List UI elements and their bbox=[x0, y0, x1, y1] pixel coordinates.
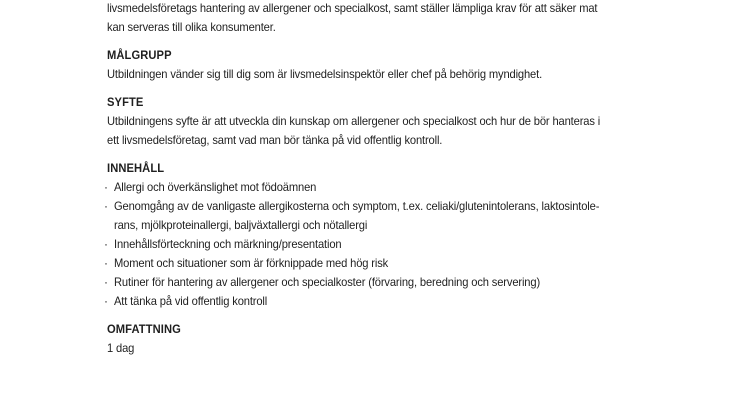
list-item bbox=[104, 178, 637, 197]
omfattning-text: 1 dag bbox=[107, 341, 135, 355]
malgrupp-text: Utbildningen vänder sig till dig som är livsmedelsinspektör eller chef på behörig myndighet. bbox=[107, 67, 543, 81]
section-heading-omfattning: OMFATTNING bbox=[107, 322, 181, 336]
bullet-icon: · bbox=[104, 294, 108, 308]
bullet-icon: · bbox=[104, 275, 108, 289]
section-innehall bbox=[104, 159, 637, 311]
innehall-list bbox=[104, 178, 637, 311]
section-heading-malgrupp: MÅLGRUPP bbox=[107, 48, 172, 62]
syfte-text: Utbildningens syfte är att utveckla din kunskap om allergener och specialkost och hur de bör hanteras i bbox=[107, 114, 601, 128]
list-item-text: Innehållsförteckning och märkning/presentation bbox=[114, 237, 342, 251]
list-item bbox=[104, 273, 637, 292]
list-item bbox=[104, 235, 637, 254]
bullet-icon: · bbox=[104, 180, 108, 194]
section-heading-syfte: SYFTE bbox=[107, 95, 144, 109]
list-item bbox=[104, 197, 637, 235]
list-item-text: Att tänka på vid offentlig kontroll bbox=[114, 294, 268, 308]
bullet-icon: · bbox=[104, 199, 108, 213]
section-heading-innehall: INNEHÅLL bbox=[107, 161, 165, 175]
list-item bbox=[104, 254, 637, 273]
intro-paragraph bbox=[107, 0, 637, 37]
list-item-text: Moment och situationer som är förknippade med hög risk bbox=[114, 256, 389, 270]
list-item-text: Rutiner för hantering av allergener och specialkoster (förvaring, beredning och servering) bbox=[114, 275, 541, 289]
syfte-text: ett livsmedelsföretag, samt vad man bör tänka på vid offentlig kontroll. bbox=[107, 133, 443, 147]
list-item bbox=[104, 292, 637, 311]
bullet-icon: · bbox=[104, 256, 108, 270]
list-item-text: Allergi och överkänslighet mot födoämnen bbox=[114, 180, 317, 194]
document-body bbox=[104, 0, 637, 358]
bullet-icon: · bbox=[104, 237, 108, 251]
section-malgrupp bbox=[107, 46, 637, 84]
intro-line: kan serveras till olika konsumenter. bbox=[107, 20, 276, 34]
section-omfattning bbox=[107, 320, 637, 358]
intro-line: livsmedelsföretags hantering av allergener och specialkost, samt ställer lämpliga krav för att säker mat bbox=[107, 1, 598, 15]
section-syfte bbox=[107, 93, 637, 150]
list-item-text: Genomgång av de vanligaste allergikosterna och symptom, t.ex. celiaki/glutenintolerans, laktosintole- bbox=[114, 199, 600, 213]
list-item-text: rans, mjölkproteinallergi, baljväxtallergi och nötallergi bbox=[114, 218, 368, 232]
